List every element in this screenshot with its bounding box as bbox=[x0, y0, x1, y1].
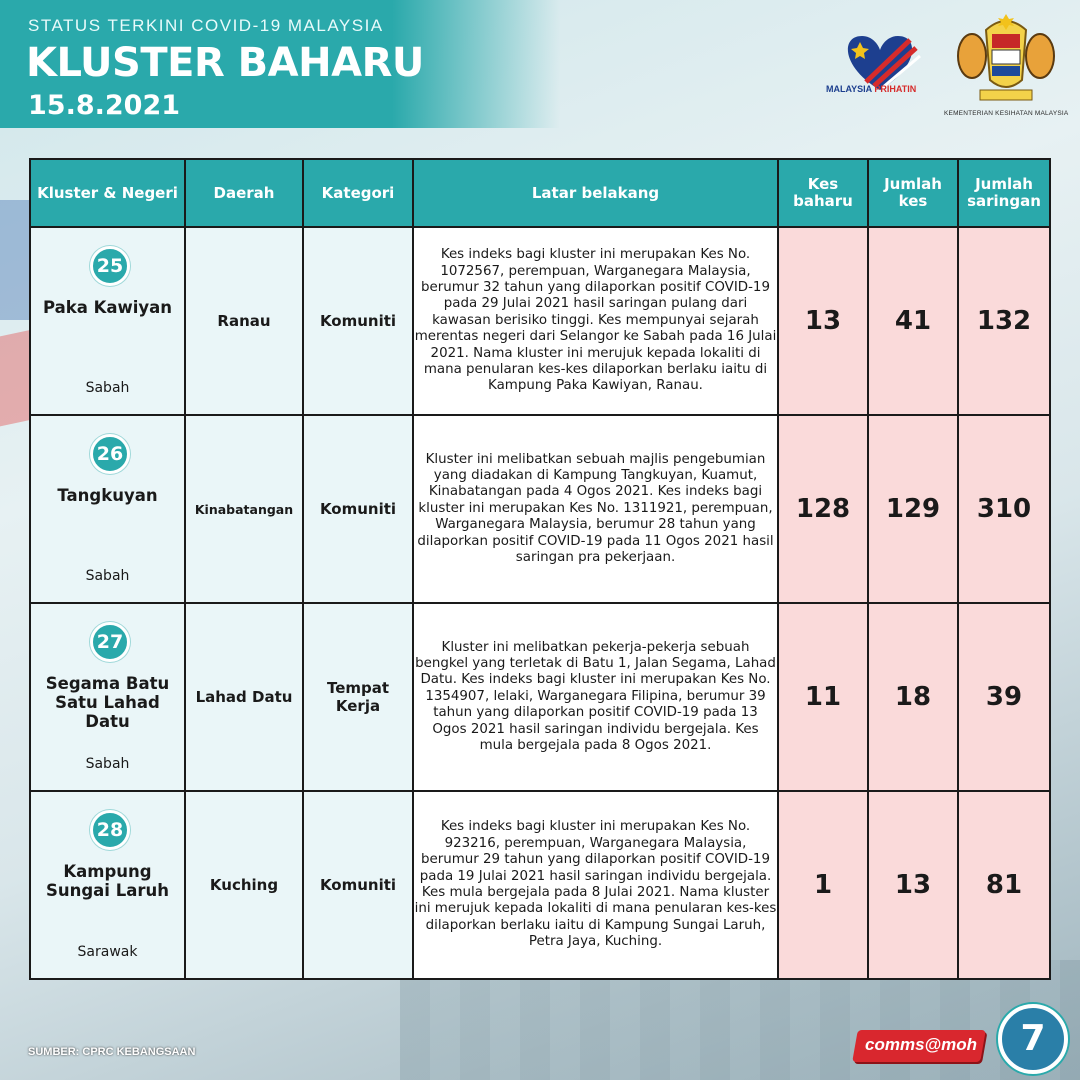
header-latar-label: Latar belakang bbox=[531, 183, 660, 202]
header-banner bbox=[0, 0, 560, 128]
header-kategori bbox=[303, 159, 413, 227]
comms-label: comms@moh bbox=[865, 1035, 977, 1054]
latar-belakang-cell: Kluster ini melibatkan pekerja-pekerja sebuah bengkel yang terletak di Batu 1, Jalan Segama, Lahad Datu. Kes indeks bagi kluster ini merupakan Kes No. 1354907, lelaki, Warganegara Filipina, berumur 39 tahun yang dilaporkan positif COVID-19 pada 13 Ogos 2021 hasil saringan individu bergejala. Kes mula bergejala pada 8 Ogos 2021. bbox=[413, 603, 778, 791]
header-jumlah-kes bbox=[868, 159, 958, 227]
page-title: KLUSTER BAHARU bbox=[26, 40, 424, 86]
cluster-cell bbox=[30, 227, 185, 415]
latar-belakang-cell: Kluster ini melibatkan sebuah majlis pengebumian yang diadakan di Kampung Tangkuyan, Kuamut, Kinabatangan pada 4 Ogos 2021. Kes indeks bagi kluster ini merupakan Kes No. 1311921, perempuan, Warganegara Malaysia, berumur 28 tahun yang dilaporkan positif COVID-19 pada 11 Ogos 2021 hasil saringan pra pekerjaan. bbox=[413, 415, 778, 603]
table-row bbox=[30, 603, 1050, 791]
kes-baharu-cell: 1 bbox=[778, 791, 868, 979]
cluster-name: Tangkuyan bbox=[57, 486, 158, 505]
kes-baharu-cell: 128 bbox=[778, 415, 868, 603]
latar-belakang-cell: Kes indeks bagi kluster ini merupakan Kes No. 1072567, perempuan, Warganegara Malaysia, berumur 32 tahun yang dilaporkan positif COVID-19 pada 29 Julai 2021 hasil saringan pulang dari kawasan berisiko tinggi. Kes mempunyai sejarah merentas negeri dari Selangor ke Sabah pada 16 Julai 2021. Nama kluster ini merujuk kepada lokaliti di mana penularan kes-kes dilaporkan berlaku iaitu di Kampung Paka Kawiyan, Ranau. bbox=[413, 227, 778, 415]
prihatin-text-right: PRIHATIN bbox=[874, 84, 917, 94]
jumlah-kes-cell: 41 bbox=[868, 227, 958, 415]
kategori-cell: Komuniti bbox=[303, 415, 413, 603]
header-jumlah-saringan bbox=[958, 159, 1050, 227]
jumlah-kes-cell: 129 bbox=[868, 415, 958, 603]
table-row bbox=[30, 227, 1050, 415]
cluster-cell bbox=[30, 603, 185, 791]
latar-belakang-cell: Kes indeks bagi kluster ini merupakan Kes No. 923216, perempuan, Warganegara Malaysia, berumur 29 tahun yang dilaporkan positif COVID-19 pada 19 Julai 2021 hasil saringan individu bergejala. Kes mula bergejala pada 8 Julai 2021. Nama kluster ini merujuk kepada lokaliti di mana penularan kes-kes dilaporkan berlaku iaitu di Kampung Sungai Laruh, Petra Jaya, Kuching. bbox=[413, 791, 778, 979]
header-kes-baharu bbox=[778, 159, 868, 227]
jumlah-saringan-cell: 310 bbox=[958, 415, 1050, 603]
cluster-state: Sabah bbox=[85, 756, 130, 772]
cluster-cell bbox=[30, 791, 185, 979]
table-row bbox=[30, 415, 1050, 603]
table-row bbox=[30, 791, 1050, 979]
cluster-number-badge: 26 bbox=[90, 434, 130, 474]
prihatin-text-left: MALAYSIA bbox=[826, 84, 872, 94]
jumlah-saringan-cell: 81 bbox=[958, 791, 1050, 979]
header-daerah bbox=[185, 159, 303, 227]
jumlah-saringan-cell: 39 bbox=[958, 603, 1050, 791]
prihatin-logo-text bbox=[826, 84, 916, 94]
page-number-badge: 7 bbox=[998, 1004, 1068, 1074]
header-kes-baharu-label: Kes baharu bbox=[793, 175, 853, 210]
ministry-crest-logo bbox=[950, 10, 1062, 106]
ministry-name: KEMENTERIAN KESIHATAN MALAYSIA bbox=[944, 110, 1069, 117]
daerah-cell: Lahad Datu bbox=[185, 603, 303, 791]
cluster-number-badge: 27 bbox=[90, 622, 130, 662]
cluster-cell bbox=[30, 415, 185, 603]
header-cluster bbox=[30, 159, 185, 227]
cluster-table bbox=[29, 158, 1051, 980]
header-date: 15.8.2021 bbox=[28, 90, 181, 121]
cluster-name: Kampung Sungai Laruh bbox=[45, 862, 169, 900]
daerah-cell: Kuching bbox=[185, 791, 303, 979]
header-daerah-label: Daerah bbox=[213, 183, 275, 202]
cluster-number-badge: 25 bbox=[90, 246, 130, 286]
kategori-cell: Komuniti bbox=[303, 227, 413, 415]
kes-baharu-cell: 13 bbox=[778, 227, 868, 415]
cluster-state: Sarawak bbox=[77, 944, 138, 960]
kategori-cell: Komuniti bbox=[303, 791, 413, 979]
cluster-name: Paka Kawiyan bbox=[42, 298, 173, 317]
header-jumlah-saringan-label: Jumlah saringan bbox=[967, 175, 1041, 210]
cluster-state: Sabah bbox=[85, 568, 130, 584]
header-latar bbox=[413, 159, 778, 227]
header-subtitle: STATUS TERKINI COVID-19 MALAYSIA bbox=[28, 16, 384, 35]
cluster-number-badge: 28 bbox=[90, 810, 130, 850]
header-kategori-label: Kategori bbox=[321, 183, 395, 202]
kes-baharu-cell: 11 bbox=[778, 603, 868, 791]
cluster-name: Segama Batu Satu Lahad Datu bbox=[45, 674, 170, 731]
daerah-cell: Kinabatangan bbox=[185, 415, 303, 603]
table-header-row bbox=[30, 159, 1050, 227]
source-text: SUMBER: CPRC KEBANGSAAN bbox=[28, 1046, 196, 1058]
kategori-cell: Tempat Kerja bbox=[303, 603, 413, 791]
jumlah-saringan-cell: 132 bbox=[958, 227, 1050, 415]
header-jumlah-kes-label: Jumlah kes bbox=[884, 175, 942, 210]
jumlah-kes-cell: 13 bbox=[868, 791, 958, 979]
cluster-state: Sabah bbox=[85, 380, 130, 396]
daerah-cell: Ranau bbox=[185, 227, 303, 415]
jumlah-kes-cell: 18 bbox=[868, 603, 958, 791]
header-cluster-label: Kluster & Negeri bbox=[37, 183, 178, 202]
